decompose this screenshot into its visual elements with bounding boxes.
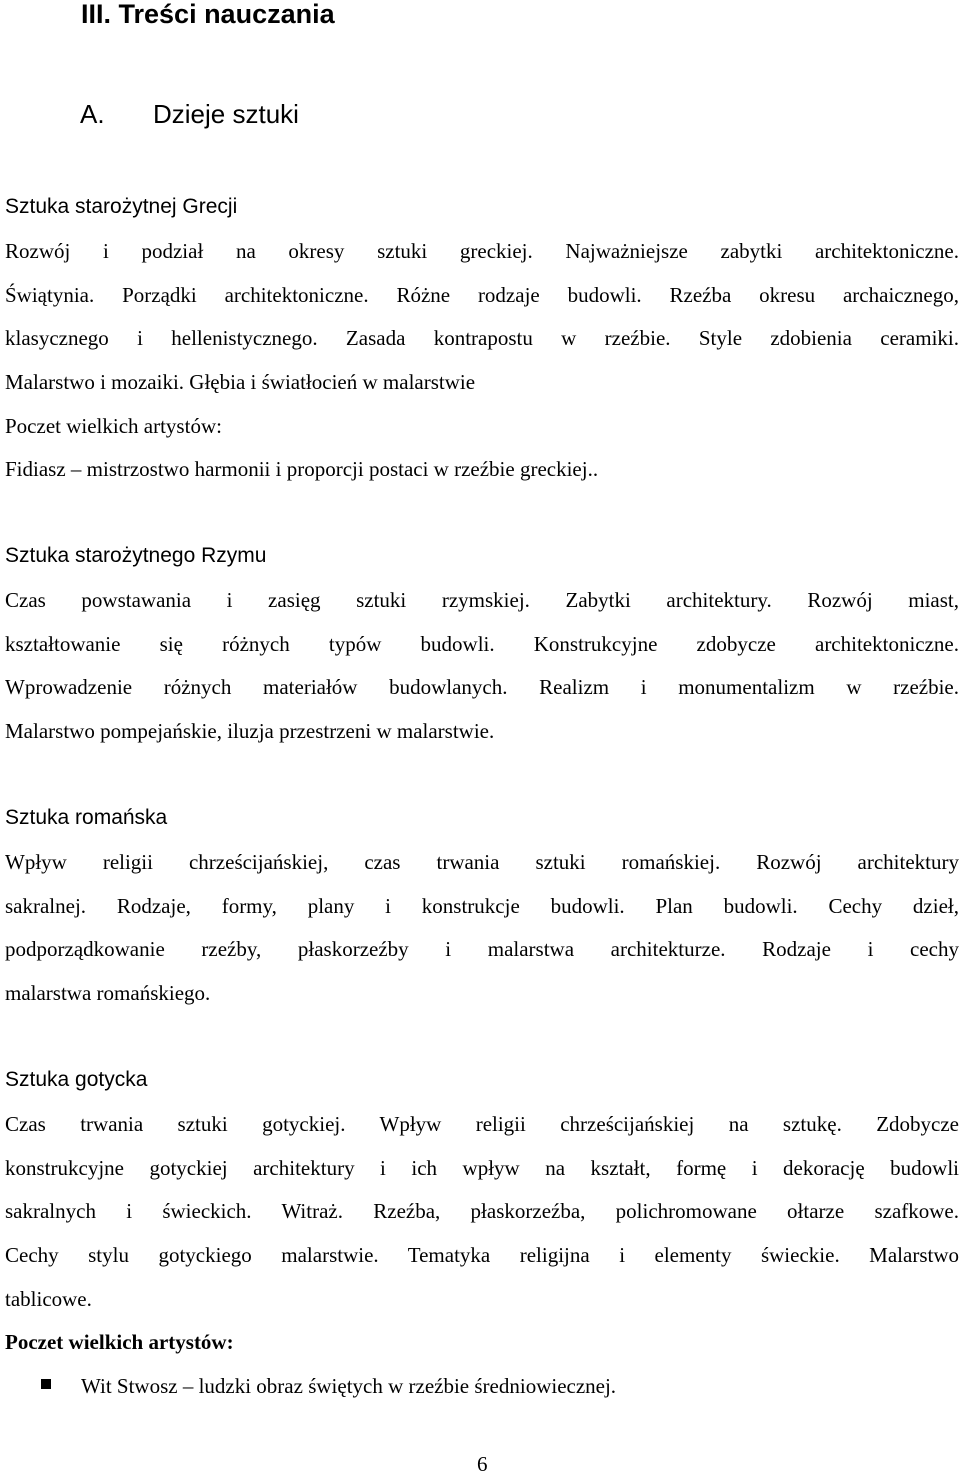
greece-line-1: Rozwój i podział na okresy sztuki greckiej. Najważniejsze zabytki architektoniczne. [5,239,959,263]
romanesque-line-3: podporządkowanie rzeźby, płaskorzeźby i malarstwa architekturze. Rodzaje i cechy [5,937,959,961]
greece-artists-label: Poczet wielkich artystów: [5,414,222,438]
romanesque-line-4: malarstwa romańskiego. [5,981,211,1005]
gothic-line-4: Cechy stylu gotyckiego malarstwie. Tematyka religijna i elementy świeckie. Malarstwo [5,1243,959,1267]
page-number: 6 [477,1452,488,1476]
square-bullet-icon [41,1379,51,1389]
gothic-artists-label: Poczet wielkich artystów: [5,1330,234,1354]
greece-heading: Sztuka starożytnej Grecji [5,195,238,218]
gothic-line-2: konstrukcyjne gotyckiej architektury i ich wpływ na kształt, formę i dekorację budowli [5,1156,959,1180]
gothic-artist-line: Wit Stwosz – ludzki obraz świętych w rzeźbie średniowiecznej. [81,1374,617,1398]
romanesque-line-2: sakralnej. Rodzaje, formy, plany i konstrukcje budowli. Plan budowli. Cechy dzieł, [5,894,959,918]
greece-line-2: Świątynia. Porządki architektoniczne. Różne rodzaje budowli. Rzeźba okresu archaicznego, [5,283,959,307]
greece-line-3: klasycznego i hellenistycznego. Zasada kontrapostu w rzeźbie. Style zdobienia ceramiki. [5,326,959,350]
romanesque-line-1: Wpływ religii chrześcijańskiej, czas trwania sztuki romańskiej. Rozwój architektury [5,850,959,874]
greece-line-4: Malarstwo i mozaiki. Głębia i światłocień w malarstwie [5,370,476,394]
gothic-line-1: Czas trwania sztuki gotyckiej. Wpływ religii chrześcijańskiej na sztukę. Zdobycze [5,1112,959,1136]
section-letter: A. [80,99,105,129]
section-title: Dzieje sztuki [153,99,299,129]
rome-line-1: Czas powstawania i zasięg sztuki rzymskiej. Zabytki architektury. Rozwój miast, [5,588,959,612]
gothic-line-3: sakralnych i świeckich. Witraż. Rzeźba, płaskorzeźba, polichromowane ołtarze szafkowe. [5,1199,959,1223]
rome-line-2: kształtowanie się różnych typów budowli. Konstrukcyjne zdobycze architektoniczne. [5,632,959,656]
greece-artist-line: Fidiasz – mistrzostwo harmonii i proporcji postaci w rzeźbie greckiej.. [5,457,599,481]
rome-line-3: Wprowadzenie różnych materiałów budowlanych. Realizm i monumentalizm w rzeźbie. [5,675,959,699]
romanesque-heading: Sztuka romańska [5,806,168,829]
chapter-title: III. Treści nauczania [81,0,335,29]
rome-heading: Sztuka starożytnego Rzymu [5,544,267,567]
gothic-line-5: tablicowe. [5,1287,92,1311]
rome-line-4: Malarstwo pompejańskie, iluzja przestrzeni w malarstwie. [5,719,495,743]
gothic-heading: Sztuka gotycka [5,1068,148,1091]
